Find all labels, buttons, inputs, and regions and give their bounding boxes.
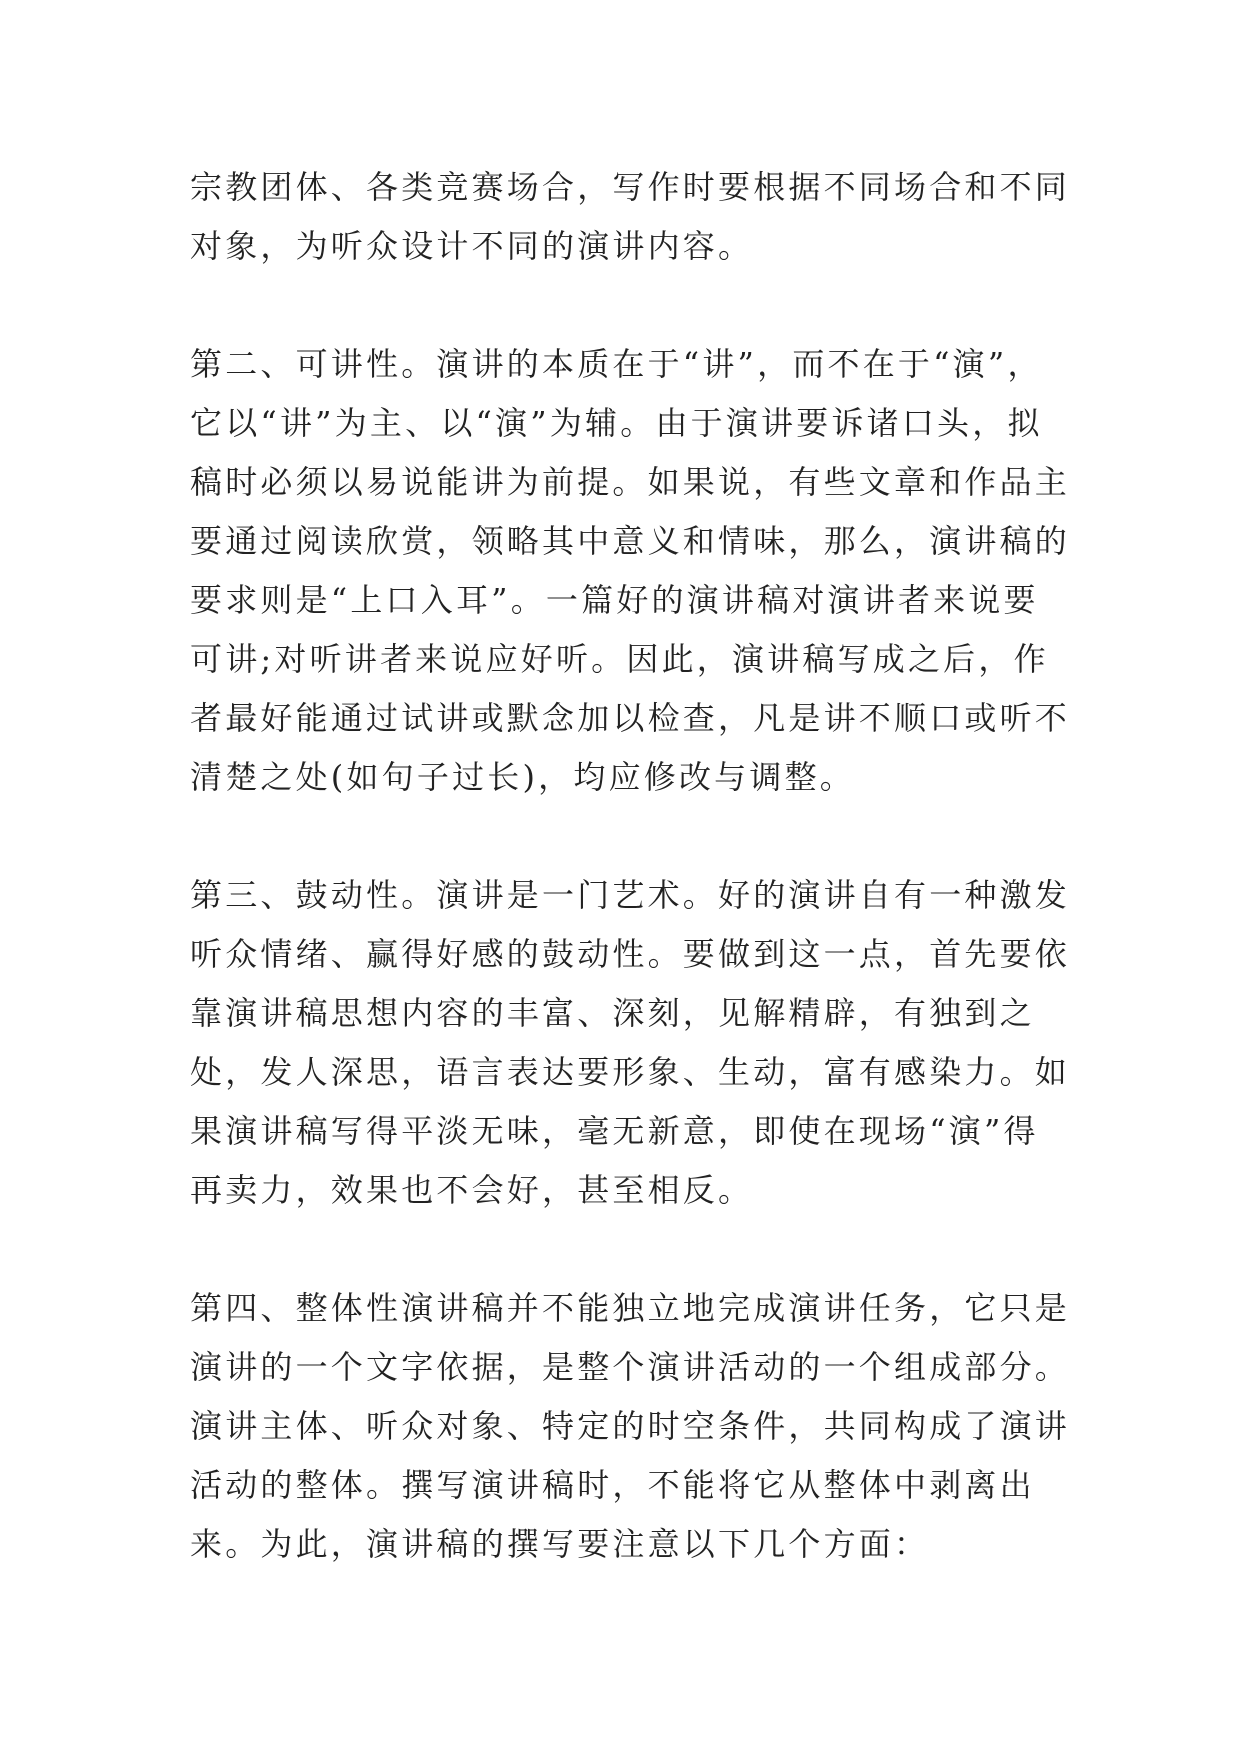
- paragraph-continuation: 宗教团体、各类竞赛场合，写作时要根据不同场合和不同对象，为听众设计不同的演讲内容。: [190, 168, 1071, 265]
- paragraph-second-speakability: 第二、可讲性。演讲的本质在于“讲”，而不在于“演”，它以“讲”为主、以“演”为辅。由于演讲要诉诸口头，拟稿时必须以易说能讲为前提。如果说，有些文章和作品主要通过阅读欣赏，领略其中意义和情味，那么，演讲稿的要求则是“上口入耳”。一篇好的演讲稿对演讲者来说要可讲;对听讲者来说应好听。因此，演讲稿写成之后，作者最好能通过试讲或默念加以检查，凡是讲不顺口或听不清楚之处(如句子过长)，均应修改与调整。: [190, 345, 1071, 796]
- paragraph-fourth-integrity: 第四、整体性演讲稿并不能独立地完成演讲任务，它只是演讲的一个文字依据，是整个演讲活动的一个组成部分。演讲主体、听众对象、特定的时空条件，共同构成了演讲活动的整体。撰写演讲稿时，不能将它从整体中剥离出来。为此，演讲稿的撰写要注意以下几个方面：: [190, 1289, 1071, 1563]
- document-body: [190, 158, 1070, 1633]
- paragraph-third-inspiration: 第三、鼓动性。演讲是一门艺术。好的演讲自有一种激发听众情绪、赢得好感的鼓动性。要做到这一点，首先要依靠演讲稿思想内容的丰富、深刻，见解精辟，有独到之处，发人深思，语言表达要形象、生动，富有感染力。如果演讲稿写得平淡无味，毫无新意，即使在现场“演”得再卖力，效果也不会好，甚至相反。: [190, 876, 1071, 1209]
